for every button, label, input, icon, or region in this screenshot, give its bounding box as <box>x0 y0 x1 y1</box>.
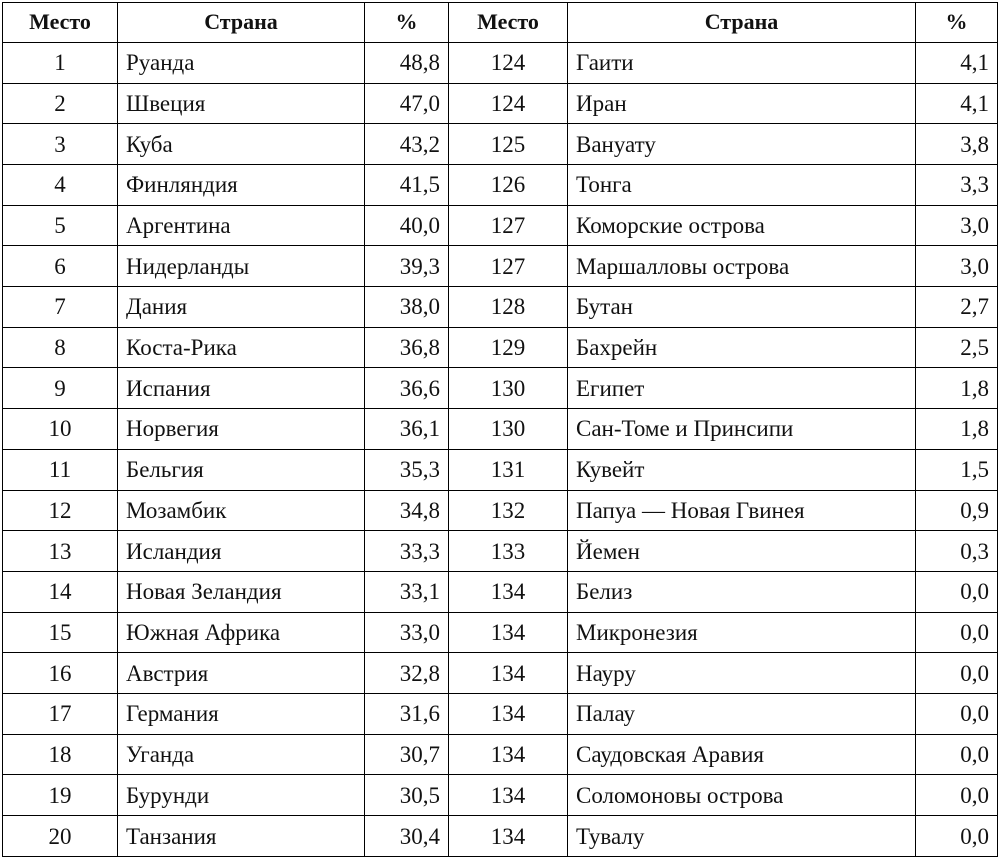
rank-cell-right: 134 <box>449 694 568 735</box>
rank-cell-left: 18 <box>3 734 118 775</box>
percent-cell-right: 0,0 <box>916 571 998 612</box>
rank-cell-right: 134 <box>449 816 568 857</box>
percent-cell-right: 0,0 <box>916 694 998 735</box>
table-row <box>3 612 998 653</box>
rank-cell-left: 13 <box>3 531 118 572</box>
percent-cell-right: 3,3 <box>916 164 998 205</box>
rank-cell-left: 10 <box>3 409 118 450</box>
table-row <box>3 734 998 775</box>
percent-cell-left: 36,8 <box>365 327 449 368</box>
percent-cell-left: 38,0 <box>365 287 449 328</box>
country-cell-right: Микронезия <box>568 612 916 653</box>
rank-cell-left: 5 <box>3 205 118 246</box>
percent-cell-left: 47,0 <box>365 83 449 124</box>
percent-cell-left: 48,8 <box>365 42 449 83</box>
country-cell-left: Уганда <box>118 734 365 775</box>
rank-cell-right: 134 <box>449 653 568 694</box>
percent-cell-right: 0,3 <box>916 531 998 572</box>
percent-cell-right: 2,7 <box>916 287 998 328</box>
country-cell-right: Бахрейн <box>568 327 916 368</box>
table-row <box>3 42 998 83</box>
header-rank-right: Место <box>449 3 568 43</box>
country-cell-left: Коста-Рика <box>118 327 365 368</box>
rank-cell-right: 129 <box>449 327 568 368</box>
table-row <box>3 205 998 246</box>
percent-cell-left: 30,4 <box>365 816 449 857</box>
rank-cell-left: 14 <box>3 571 118 612</box>
header-percent-right: % <box>916 3 998 43</box>
country-cell-right: Вануату <box>568 124 916 165</box>
country-cell-right: Йемен <box>568 531 916 572</box>
country-cell-right: Египет <box>568 368 916 409</box>
ranking-table <box>2 2 998 857</box>
rank-cell-left: 7 <box>3 287 118 328</box>
rank-cell-right: 132 <box>449 490 568 531</box>
percent-cell-left: 36,1 <box>365 409 449 450</box>
rank-cell-right: 124 <box>449 42 568 83</box>
rank-cell-left: 6 <box>3 246 118 287</box>
table-row <box>3 816 998 857</box>
country-cell-right: Гаити <box>568 42 916 83</box>
country-cell-right: Маршалловы острова <box>568 246 916 287</box>
rank-cell-right: 124 <box>449 83 568 124</box>
country-cell-right: Тувалу <box>568 816 916 857</box>
percent-cell-right: 1,8 <box>916 409 998 450</box>
table-row <box>3 164 998 205</box>
country-cell-right: Папуа — Новая Гвинея <box>568 490 916 531</box>
percent-cell-left: 39,3 <box>365 246 449 287</box>
country-cell-right: Бутан <box>568 287 916 328</box>
rank-cell-left: 19 <box>3 775 118 816</box>
country-cell-left: Южная Африка <box>118 612 365 653</box>
country-cell-left: Исландия <box>118 531 365 572</box>
country-cell-right: Науру <box>568 653 916 694</box>
rank-cell-right: 130 <box>449 368 568 409</box>
percent-cell-left: 36,6 <box>365 368 449 409</box>
country-cell-left: Бельгия <box>118 449 365 490</box>
table-row <box>3 83 998 124</box>
percent-cell-right: 4,1 <box>916 83 998 124</box>
percent-cell-right: 2,5 <box>916 327 998 368</box>
rank-cell-right: 133 <box>449 531 568 572</box>
country-cell-left: Норвегия <box>118 409 365 450</box>
percent-cell-left: 35,3 <box>365 449 449 490</box>
rank-cell-left: 9 <box>3 368 118 409</box>
percent-cell-right: 3,0 <box>916 205 998 246</box>
table-row <box>3 327 998 368</box>
table-row <box>3 124 998 165</box>
country-cell-left: Мозамбик <box>118 490 365 531</box>
percent-cell-right: 0,0 <box>916 775 998 816</box>
percent-cell-right: 0,0 <box>916 612 998 653</box>
country-cell-left: Руанда <box>118 42 365 83</box>
rank-cell-left: 15 <box>3 612 118 653</box>
percent-cell-right: 4,1 <box>916 42 998 83</box>
header-country-left: Страна <box>118 3 365 43</box>
table-row <box>3 449 998 490</box>
rank-cell-right: 125 <box>449 124 568 165</box>
percent-cell-right: 0,0 <box>916 816 998 857</box>
table-row <box>3 775 998 816</box>
rank-cell-right: 127 <box>449 205 568 246</box>
percent-cell-right: 3,0 <box>916 246 998 287</box>
rank-cell-left: 11 <box>3 449 118 490</box>
percent-cell-right: 1,8 <box>916 368 998 409</box>
percent-cell-left: 40,0 <box>365 205 449 246</box>
percent-cell-left: 33,3 <box>365 531 449 572</box>
rank-cell-right: 134 <box>449 571 568 612</box>
table-row <box>3 409 998 450</box>
rank-cell-right: 127 <box>449 246 568 287</box>
country-cell-left: Нидерланды <box>118 246 365 287</box>
country-cell-left: Финляндия <box>118 164 365 205</box>
header-country-right: Страна <box>568 3 916 43</box>
percent-cell-left: 43,2 <box>365 124 449 165</box>
percent-cell-left: 34,8 <box>365 490 449 531</box>
header-row <box>3 3 998 43</box>
header-percent-left: % <box>365 3 449 43</box>
country-cell-left: Швеция <box>118 83 365 124</box>
country-cell-right: Тонга <box>568 164 916 205</box>
country-cell-left: Австрия <box>118 653 365 694</box>
rank-cell-left: 8 <box>3 327 118 368</box>
percent-cell-right: 0,9 <box>916 490 998 531</box>
country-cell-left: Новая Зеландия <box>118 571 365 612</box>
percent-cell-left: 41,5 <box>365 164 449 205</box>
rank-cell-left: 4 <box>3 164 118 205</box>
percent-cell-left: 33,0 <box>365 612 449 653</box>
table-row <box>3 287 998 328</box>
rank-cell-left: 3 <box>3 124 118 165</box>
table-row <box>3 246 998 287</box>
table-body <box>3 42 998 856</box>
country-cell-left: Аргентина <box>118 205 365 246</box>
table-row <box>3 653 998 694</box>
rank-cell-left: 12 <box>3 490 118 531</box>
rank-cell-right: 134 <box>449 612 568 653</box>
rank-cell-right: 134 <box>449 775 568 816</box>
country-cell-right: Соломоновы острова <box>568 775 916 816</box>
country-cell-left: Танзания <box>118 816 365 857</box>
rank-cell-right: 131 <box>449 449 568 490</box>
rank-cell-left: 1 <box>3 42 118 83</box>
percent-cell-right: 0,0 <box>916 734 998 775</box>
rank-cell-right: 128 <box>449 287 568 328</box>
country-cell-left: Германия <box>118 694 365 735</box>
percent-cell-left: 30,5 <box>365 775 449 816</box>
rank-cell-right: 134 <box>449 734 568 775</box>
rank-cell-right: 126 <box>449 164 568 205</box>
rank-cell-right: 130 <box>449 409 568 450</box>
country-cell-right: Коморские острова <box>568 205 916 246</box>
header-rank-left: Место <box>3 3 118 43</box>
table-header <box>3 3 998 43</box>
percent-cell-left: 31,6 <box>365 694 449 735</box>
percent-cell-left: 32,8 <box>365 653 449 694</box>
percent-cell-left: 30,7 <box>365 734 449 775</box>
country-cell-left: Дания <box>118 287 365 328</box>
percent-cell-left: 33,1 <box>365 571 449 612</box>
rank-cell-left: 16 <box>3 653 118 694</box>
rank-cell-left: 2 <box>3 83 118 124</box>
country-cell-right: Сан-Томе и Принсипи <box>568 409 916 450</box>
table-row <box>3 694 998 735</box>
rank-cell-left: 20 <box>3 816 118 857</box>
table-row <box>3 368 998 409</box>
country-cell-right: Саудовская Аравия <box>568 734 916 775</box>
percent-cell-right: 0,0 <box>916 653 998 694</box>
rank-cell-left: 17 <box>3 694 118 735</box>
table-row <box>3 490 998 531</box>
country-cell-right: Палау <box>568 694 916 735</box>
country-cell-left: Куба <box>118 124 365 165</box>
percent-cell-right: 3,8 <box>916 124 998 165</box>
percent-cell-right: 1,5 <box>916 449 998 490</box>
country-cell-left: Испания <box>118 368 365 409</box>
country-cell-right: Кувейт <box>568 449 916 490</box>
country-cell-right: Белиз <box>568 571 916 612</box>
country-cell-right: Иран <box>568 83 916 124</box>
country-cell-left: Бурунди <box>118 775 365 816</box>
table-row <box>3 531 998 572</box>
table-row <box>3 571 998 612</box>
